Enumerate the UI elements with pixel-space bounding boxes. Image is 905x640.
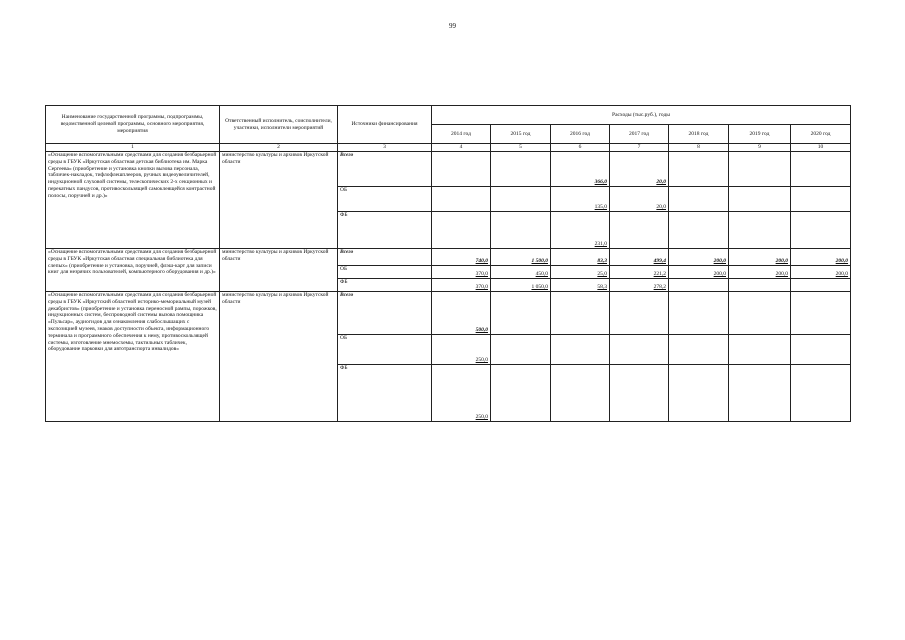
expense-value xyxy=(669,212,729,249)
expense-value xyxy=(491,365,551,422)
expense-value xyxy=(729,187,791,212)
expense-value: 366,0 xyxy=(551,152,610,187)
expense-value xyxy=(610,335,669,365)
expense-value xyxy=(491,187,551,212)
header-executor: Ответственный исполнитель, соисполнители, участники, исполнители мероприятий xyxy=(220,106,338,144)
expense-value xyxy=(551,365,610,422)
header-year: 2017 год xyxy=(610,125,669,144)
column-number: 3 xyxy=(338,144,432,152)
column-number: 6 xyxy=(551,144,610,152)
header-year: 2018 год xyxy=(669,125,729,144)
expense-value xyxy=(729,335,791,365)
column-number: 8 xyxy=(669,144,729,152)
expense-value xyxy=(551,335,610,365)
funding-source: Всего xyxy=(338,292,432,335)
expense-value xyxy=(791,279,851,292)
funding-source: ОБ xyxy=(338,335,432,365)
expense-value: 20,0 xyxy=(610,152,669,187)
expense-value: 370,0 xyxy=(432,279,491,292)
column-number: 9 xyxy=(729,144,791,152)
column-number: 7 xyxy=(610,144,669,152)
funding-source: ОБ xyxy=(338,266,432,279)
expense-value: 200,0 xyxy=(729,249,791,266)
expense-value: 500,0 xyxy=(432,292,491,335)
expense-value xyxy=(491,292,551,335)
expense-value xyxy=(491,212,551,249)
expense-value xyxy=(669,187,729,212)
expense-value xyxy=(729,152,791,187)
expense-value xyxy=(610,365,669,422)
expense-value: 740,0 xyxy=(432,249,491,266)
header-year: 2015 год xyxy=(491,125,551,144)
header-source: Источники финансирования xyxy=(338,106,432,144)
expense-value: 200,0 xyxy=(669,266,729,279)
table-row xyxy=(46,292,851,335)
expense-value: 221,2 xyxy=(610,266,669,279)
table-row xyxy=(46,249,851,266)
expense-value: 1 050,0 xyxy=(491,279,551,292)
column-number: 4 xyxy=(432,144,491,152)
page-number: 99 xyxy=(449,22,456,30)
expense-value: 200,0 xyxy=(669,249,729,266)
expense-value xyxy=(432,152,491,187)
expense-value xyxy=(729,365,791,422)
expense-value: 450,0 xyxy=(491,266,551,279)
measure-description: «Оснащение вспомогательными средствами для создания безбарьерной среды в ГБУК «Иркутская областная детская библиотека им. Марка Сергеева» (приобретение и установка кнопки вызова персонала, табличек-накладок, тифлофлешплееров, ручных видеоувеличителей, индукционной слуховой системы, телескопических 2-х секционных и перекатных пандусов, противоскользящей самоклеящейся контрастной полосы, поручней и др.)» xyxy=(46,152,220,249)
expense-value xyxy=(791,152,851,187)
header-year: 2016 год xyxy=(551,125,610,144)
expense-value: 250,0 xyxy=(432,335,491,365)
expense-value xyxy=(729,212,791,249)
expenses-table xyxy=(45,105,851,422)
column-number: 1 xyxy=(46,144,220,152)
expense-value: 250,0 xyxy=(432,365,491,422)
table-row xyxy=(46,152,851,187)
measure-description: «Оснащение вспомогательными средствами для создания безбарьерной среды в ГБУК «Иркутская областная специальная библиотека для слепых» (приобретение и установка, поручней, флэш-карт для записи книг для незрячих пользователей, компьютерного оборудования и др.)» xyxy=(46,249,220,292)
funding-source: ФБ xyxy=(338,279,432,292)
expense-value: 58,3 xyxy=(551,279,610,292)
expense-value xyxy=(491,335,551,365)
expense-value xyxy=(491,152,551,187)
funding-source: ОБ xyxy=(338,187,432,212)
expense-value xyxy=(669,365,729,422)
column-number: 5 xyxy=(491,144,551,152)
responsible-executor: министерство культуры и архивов Иркутской области xyxy=(220,152,338,249)
expense-value: 83,3 xyxy=(551,249,610,266)
expense-value xyxy=(432,212,491,249)
expense-value: 135,0 xyxy=(551,187,610,212)
expense-value: 1 500,0 xyxy=(491,249,551,266)
expense-value xyxy=(669,292,729,335)
expense-value xyxy=(791,365,851,422)
expense-value xyxy=(791,212,851,249)
expense-value: 499,4 xyxy=(610,249,669,266)
expense-value: 20,0 xyxy=(610,187,669,212)
header-year: 2014 год xyxy=(432,125,491,144)
expense-value: 200,0 xyxy=(729,266,791,279)
expense-value: 231,0 xyxy=(551,212,610,249)
expense-value xyxy=(791,187,851,212)
measure-description: «Оснащение вспомогательными средствами для создания безбарьерной среды в ГБУК «Иркутский областной историко-мемориальный музей декабристов» (приобретение и установка переносной рампы, порожков, индукционных систем, беспроводной системы вызова помощника «Пульсар», аудиогидов для ознакомления слабослышащих с экспозицией музеев, знаков доступности объекта, информационного терминала и программного обеспечения к нему, противоскользящей системы, изготовление мнемосхемы, тактильных табличек, оборудование парковки для автотранспорта инвалидов» xyxy=(46,292,220,422)
expense-value: 25,0 xyxy=(551,266,610,279)
header-name: Наименование государственной программы, подпрограммы, ведомственной целевой программы, основного мероприятия, мероприятия xyxy=(46,106,220,144)
expense-value xyxy=(729,279,791,292)
funding-source: ФБ xyxy=(338,365,432,422)
expense-value xyxy=(791,292,851,335)
expense-value xyxy=(432,187,491,212)
expense-value xyxy=(729,292,791,335)
responsible-executor: министерство культуры и архивов Иркутской области xyxy=(220,249,338,292)
expense-value: 278,2 xyxy=(610,279,669,292)
expense-value xyxy=(791,335,851,365)
funding-source: Всего xyxy=(338,249,432,266)
expense-value xyxy=(669,152,729,187)
header-year: 2020 год xyxy=(791,125,851,144)
header-expenses: Расходы (тыс.руб.), годы xyxy=(432,106,851,125)
expense-value: 370,0 xyxy=(432,266,491,279)
funding-source: ФБ xyxy=(338,212,432,249)
expense-value: 200,0 xyxy=(791,266,851,279)
funding-source: Всего xyxy=(338,152,432,187)
expense-value: 200,0 xyxy=(791,249,851,266)
column-number: 2 xyxy=(220,144,338,152)
expense-value xyxy=(669,279,729,292)
header-year: 2019 год xyxy=(729,125,791,144)
expense-value xyxy=(610,292,669,335)
column-number: 10 xyxy=(791,144,851,152)
expense-value xyxy=(669,335,729,365)
responsible-executor: министерство культуры и архивов Иркутской области xyxy=(220,292,338,422)
expense-value xyxy=(610,212,669,249)
expense-value xyxy=(551,292,610,335)
